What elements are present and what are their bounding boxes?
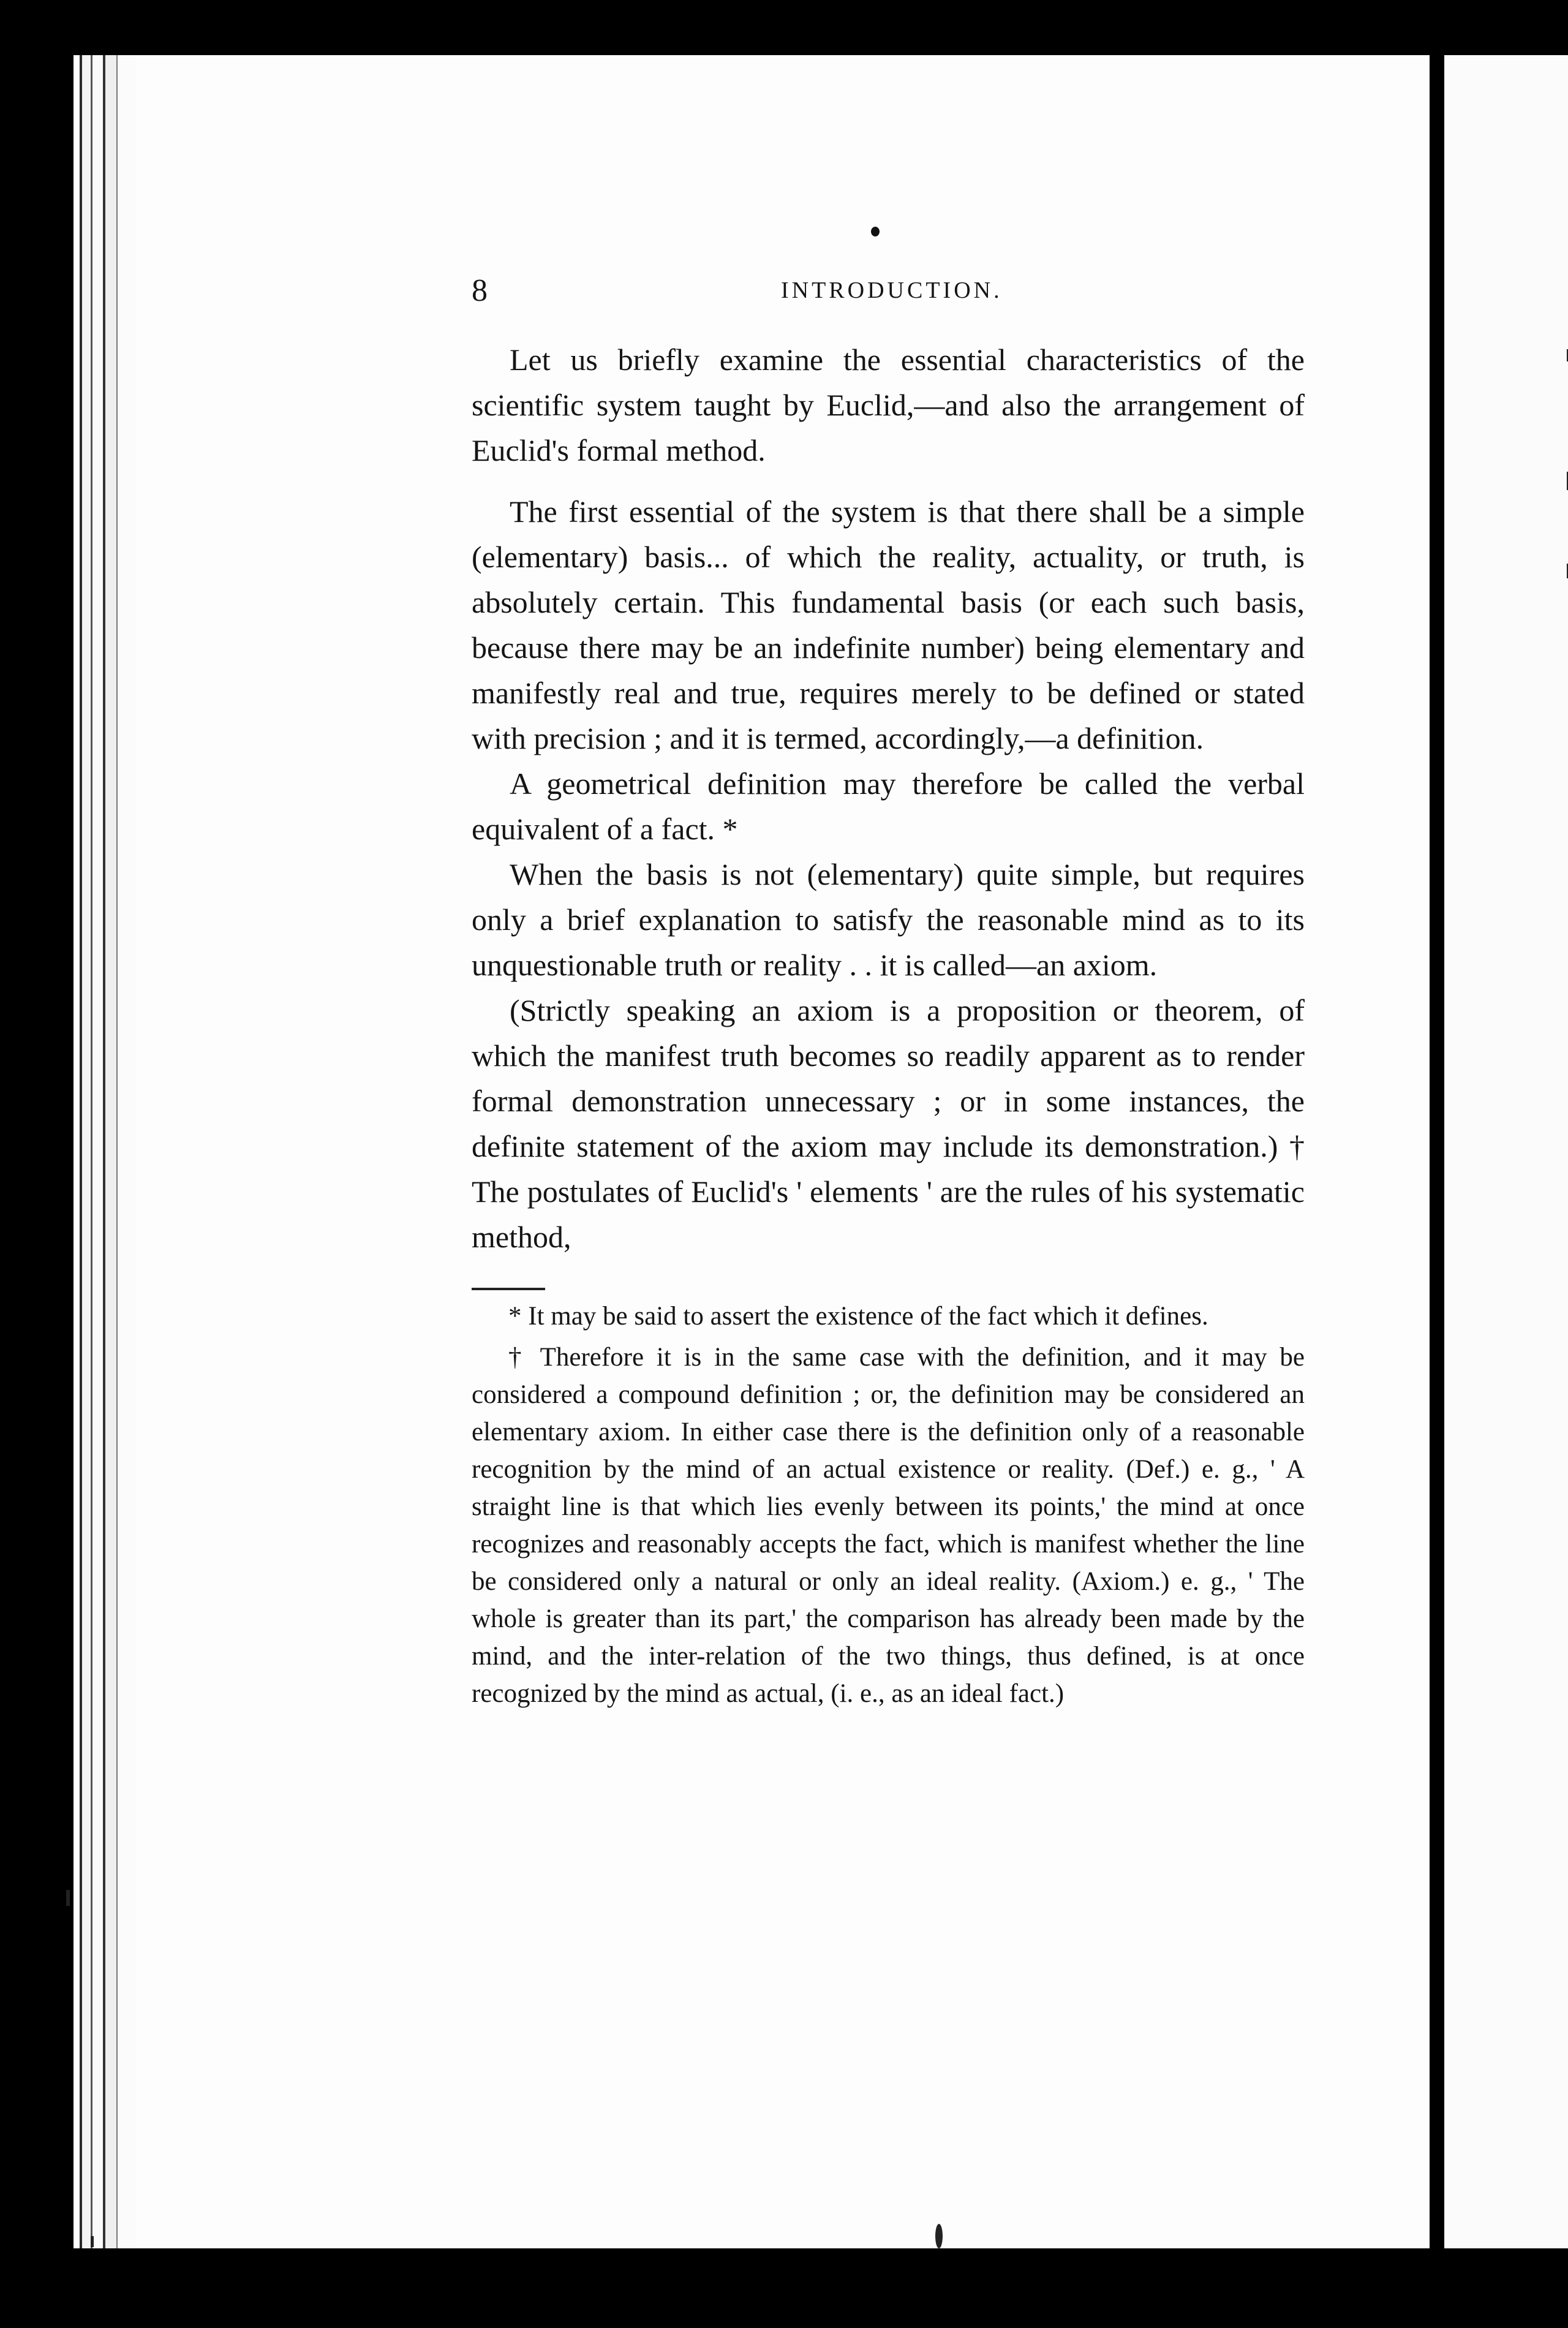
printer-mark: [871, 227, 880, 236]
paragraph: The first essential of the system is that there shall be a simple (elementary) basis... of which the reality, actuality, or truth, is absolutely certain. This fundamental basis (or each such basis, because there may be an indefinite number) being elementary and manifestly real and true, requires merely to be defined or stated with precision ; and it is termed, accordingly,—a definition.: [472, 494, 1305, 755]
paragraph: (Strictly speaking an axiom is a proposition or theorem, of which the manifest truth becomes so readily apparent as to render formal demonstration unnecessary ; or in some instances, the definite statement of the axiom may include its demonstration.) † The postulates of Euclid's ' elements ' are the rules of his systematic method,: [472, 993, 1305, 1254]
facing-page-edge: [1444, 55, 1568, 2248]
scan-artifact: [91, 2236, 94, 2247]
scan-artifact: [935, 2224, 943, 2248]
footnote-rule: [472, 1288, 545, 1290]
footnote: * It may be said to assert the existence of the fact which it defines.: [508, 1302, 1208, 1331]
footnotes: [472, 1298, 1305, 1716]
paragraph: Let us briefly examine the essential characteristics of the scientific system taught by Euclid,—and also the arrangement of Euclid's formal method.: [472, 342, 1305, 467]
page-number: 8: [472, 273, 489, 308]
main-text: [472, 337, 1305, 1260]
page-binding-edge: [74, 55, 141, 2248]
running-head: INTRODUCTION.: [781, 278, 1003, 303]
scan-artifact: [66, 1890, 70, 1906]
footnote: † Therefore it is in the same case with the definition, and it may be considered a compound definition ; or, the definition may be considered an elementary axiom. In either case there is the definition only of a reasonable recognition by the mind of an actual existence or reality. (Def.) e. g., ' A straight line is that which lies evenly between its points,' the mind at once recognizes and reasonably accepts the fact, which is manifest whether the line be considered only a natural or only an ideal reality. (Axiom.) e. g., ' The whole is greater than its part,' the comparison has already been made by the mind, and the inter-relation of the two things, thus defined, is at once recognized by the mind as actual, (i. e., as an ideal fact.): [472, 1343, 1305, 1708]
paragraph: A geometrical definition may therefore be called the verbal equivalent of a fact. *: [472, 766, 1305, 846]
paragraph: When the basis is not (elementary) quite simple, but requires only a brief explanation to satisfy the reasonable mind as to its unquestionable truth or reality . . it is called—an axiom.: [472, 857, 1305, 982]
